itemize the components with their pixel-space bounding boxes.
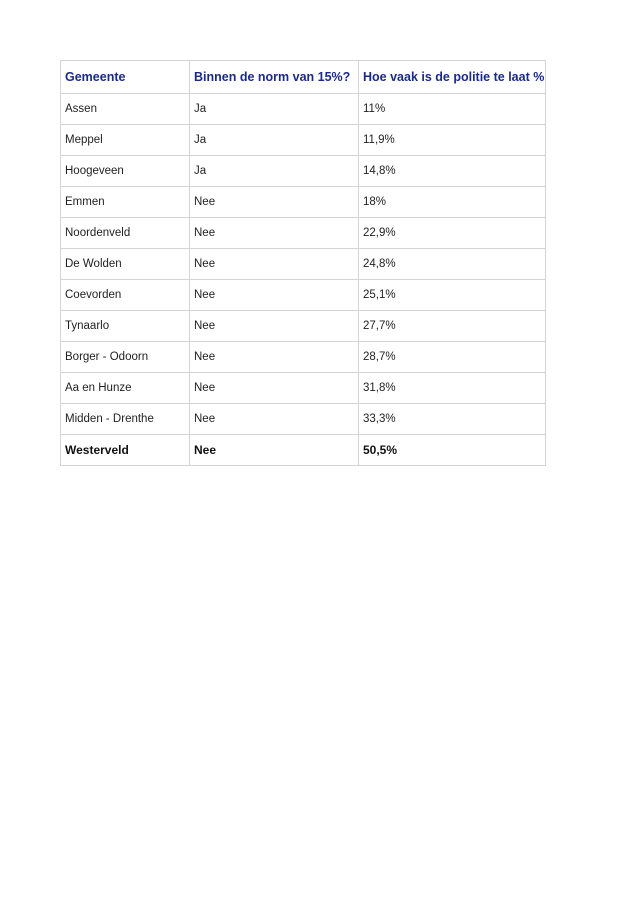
cell-te-laat: 11% <box>359 94 546 125</box>
cell-gemeente: De Wolden <box>61 249 190 280</box>
cell-te-laat: 11,9% <box>359 125 546 156</box>
cell-binnen-norm: Nee <box>190 249 359 280</box>
table-row <box>61 218 546 249</box>
table-row <box>61 311 546 342</box>
cell-binnen-norm: Ja <box>190 125 359 156</box>
cell-binnen-norm: Nee <box>190 280 359 311</box>
cell-te-laat: 24,8% <box>359 249 546 280</box>
table-row-highlighted <box>61 435 546 466</box>
table-header-row <box>61 61 546 94</box>
table-row <box>61 373 546 404</box>
cell-te-laat: 28,7% <box>359 342 546 373</box>
cell-te-laat: 33,3% <box>359 404 546 435</box>
cell-gemeente: Noordenveld <box>61 218 190 249</box>
cell-binnen-norm: Nee <box>190 373 359 404</box>
table-row <box>61 249 546 280</box>
cell-binnen-norm: Nee <box>190 342 359 373</box>
column-header-te-laat: Hoe vaak is de politie te laat % <box>359 61 546 94</box>
cell-te-laat: 22,9% <box>359 218 546 249</box>
cell-te-laat: 14,8% <box>359 156 546 187</box>
column-header-gemeente: Gemeente <box>61 61 190 94</box>
table-row <box>61 342 546 373</box>
cell-gemeente: Hoogeveen <box>61 156 190 187</box>
cell-gemeente: Coevorden <box>61 280 190 311</box>
cell-gemeente: Meppel <box>61 125 190 156</box>
cell-te-laat: 50,5% <box>359 435 546 466</box>
cell-gemeente: Borger - Odoorn <box>61 342 190 373</box>
cell-gemeente: Aa en Hunze <box>61 373 190 404</box>
cell-gemeente: Tynaarlo <box>61 311 190 342</box>
cell-gemeente: Midden - Drenthe <box>61 404 190 435</box>
cell-binnen-norm: Nee <box>190 404 359 435</box>
cell-binnen-norm: Nee <box>190 187 359 218</box>
cell-binnen-norm: Nee <box>190 218 359 249</box>
cell-binnen-norm: Ja <box>190 94 359 125</box>
cell-gemeente: Emmen <box>61 187 190 218</box>
table-row <box>61 156 546 187</box>
cell-binnen-norm: Ja <box>190 156 359 187</box>
table-row <box>61 125 546 156</box>
column-header-binnen-norm: Binnen de norm van 15%? <box>190 61 359 94</box>
cell-gemeente: Assen <box>61 94 190 125</box>
police-response-table <box>60 60 546 466</box>
cell-te-laat: 31,8% <box>359 373 546 404</box>
cell-te-laat: 25,1% <box>359 280 546 311</box>
table-row <box>61 187 546 218</box>
table-row <box>61 94 546 125</box>
table-row <box>61 404 546 435</box>
cell-gemeente: Westerveld <box>61 435 190 466</box>
cell-te-laat: 27,7% <box>359 311 546 342</box>
table-row <box>61 280 546 311</box>
cell-te-laat: 18% <box>359 187 546 218</box>
cell-binnen-norm: Nee <box>190 311 359 342</box>
cell-binnen-norm: Nee <box>190 435 359 466</box>
